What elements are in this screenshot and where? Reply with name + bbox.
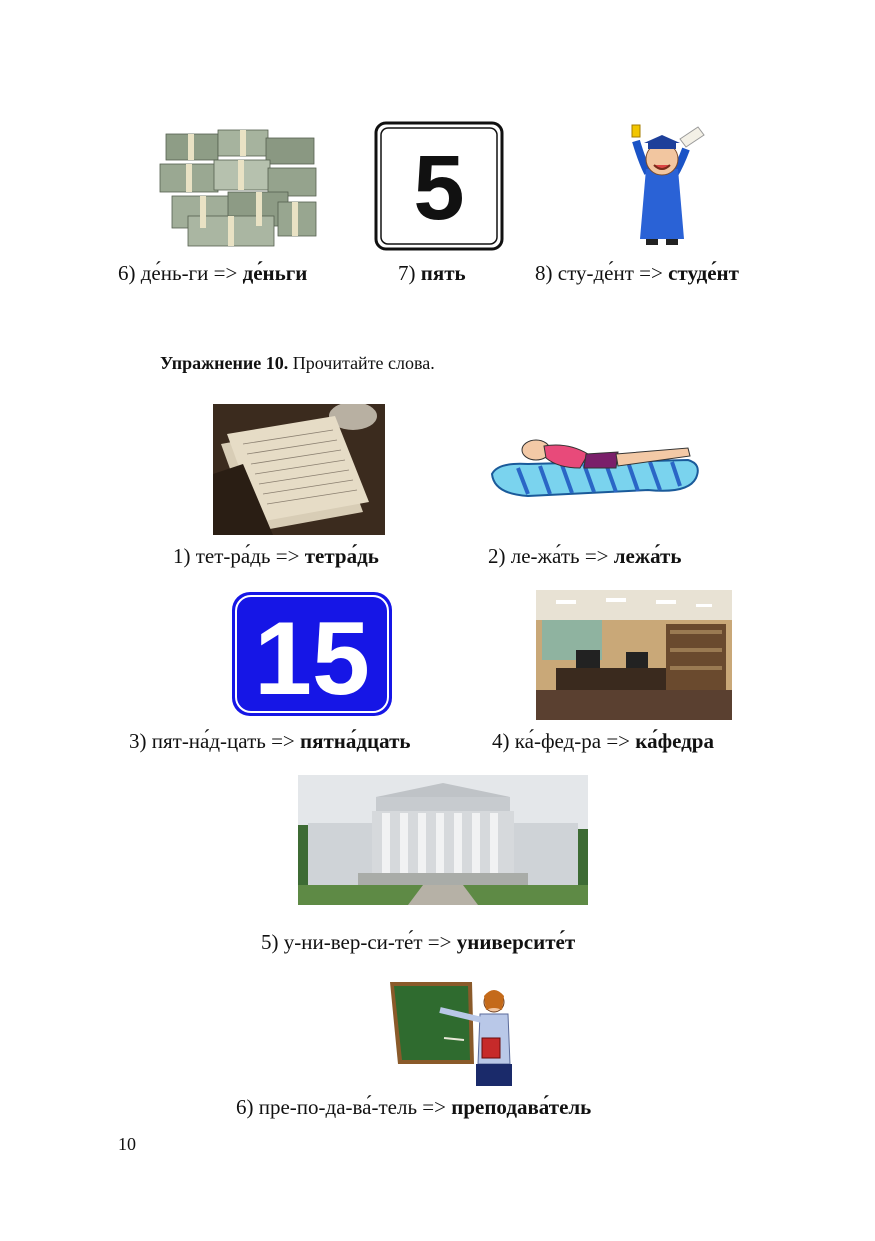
syllables-dengi: 6) де́нь-ги => xyxy=(118,261,243,285)
word-student: студе́нт xyxy=(668,261,739,285)
notebook-image xyxy=(213,404,385,535)
exercise-heading xyxy=(160,353,435,374)
page-number: 10 xyxy=(118,1134,136,1154)
caption-kafedra xyxy=(492,731,714,752)
caption-tetrad xyxy=(173,546,379,567)
syllables-prepodavatel: 6) пре-по-да-ва́-тель => xyxy=(236,1095,452,1119)
word-kafedra: ка́федра xyxy=(635,729,714,753)
syllables-tetrad: 1) тет-ра́дь => xyxy=(173,544,305,568)
syllables-lezhat: 2) ле-жа́ть => xyxy=(488,544,614,568)
word-pyatnadtsat: пятна́дцать xyxy=(300,729,411,753)
graduate-student-image xyxy=(608,121,714,251)
word-lezhat: лежа́ть xyxy=(613,544,682,568)
exercise-instruction: Прочитайте слова. xyxy=(288,353,435,373)
word-pyat: пять xyxy=(420,261,466,285)
word-universitet: университе́т xyxy=(456,930,576,954)
university-building-image xyxy=(298,775,588,905)
word-tetrad: тетра́дь xyxy=(304,544,379,568)
teacher-image xyxy=(390,980,514,1088)
syllables-pyat: 7) xyxy=(398,261,421,285)
syllables-student: 8) сту-де́нт => xyxy=(535,261,669,285)
caption-lezhat xyxy=(488,546,681,567)
caption-universitet xyxy=(261,932,575,953)
syllables-kafedra: 4) ка́-фед-ра => xyxy=(492,729,636,753)
money-stacks-image xyxy=(158,124,320,250)
syllables-pyatnadtsat: 3) пят-на́д-цать => xyxy=(129,729,301,753)
word-dengi: де́ньги xyxy=(242,261,308,285)
sign-5-number: 5 xyxy=(413,137,465,239)
number-5-sign-image xyxy=(374,121,504,251)
caption-pyatnadtsat xyxy=(129,731,411,752)
word-prepodavatel: преподава́тель xyxy=(451,1095,592,1119)
caption-prepodavatel xyxy=(236,1097,591,1118)
caption-pyat xyxy=(398,263,466,284)
caption-student xyxy=(535,263,739,284)
exercise-title: Упражнение 10. xyxy=(160,353,289,373)
sign-15-number: 15 xyxy=(254,601,370,716)
number-15-sign-image xyxy=(232,592,392,716)
department-office-image xyxy=(536,590,732,720)
person-lying-image xyxy=(488,424,710,500)
caption-dengi xyxy=(118,263,307,284)
syllables-universitet: 5) у-ни-вер-си-те́т => xyxy=(261,930,457,954)
